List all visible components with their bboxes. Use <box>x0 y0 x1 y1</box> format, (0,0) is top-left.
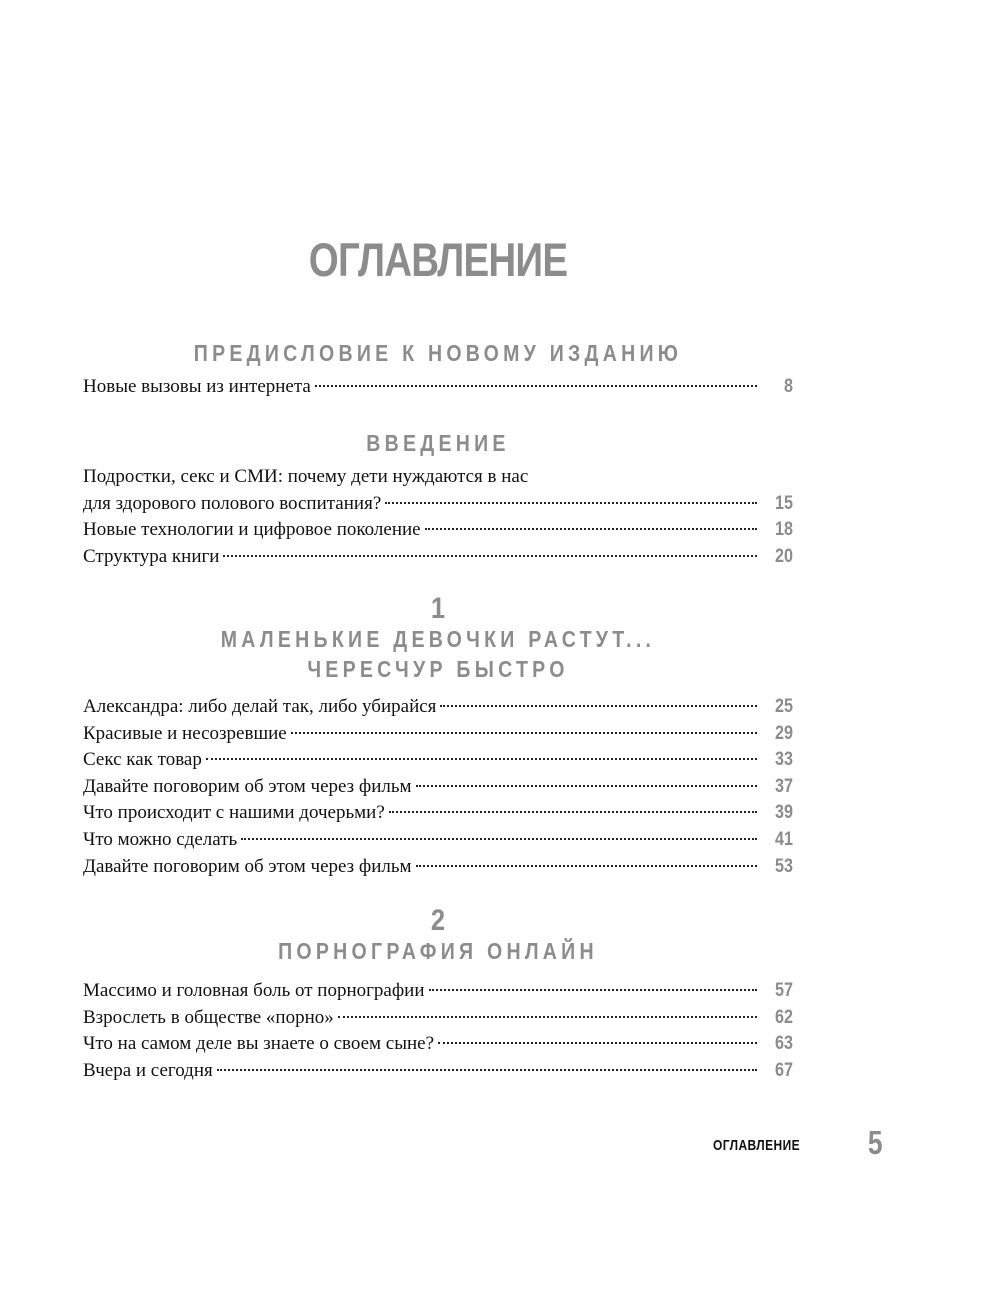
chapter-title: ПОРНОГРАФИЯ ОНЛАЙН <box>278 938 598 964</box>
entry-page: 62 <box>775 1006 793 1028</box>
toc-entry[interactable] <box>83 747 793 774</box>
entry-title: Александра: либо делай так, либо убирайся <box>83 696 437 717</box>
section-chapter-1 <box>83 594 793 880</box>
dot-leader <box>385 502 757 504</box>
entry-page: 37 <box>775 775 793 797</box>
entry-title: Структура книги <box>83 545 220 567</box>
dot-leader <box>223 555 757 557</box>
dot-leader <box>416 865 757 867</box>
page-number: 5 <box>867 1124 883 1161</box>
dot-leader <box>440 705 757 707</box>
entry-title: Взрослеть в обществе «порно» <box>83 1006 334 1028</box>
toc-entry[interactable] <box>83 774 793 801</box>
chapter-number: 2 <box>430 904 446 937</box>
entry-title: Новые технологии и цифровое поколение <box>83 519 421 541</box>
toc-entry[interactable] <box>83 800 793 827</box>
toc-entry[interactable] <box>83 1058 793 1085</box>
dot-leader <box>291 732 757 734</box>
entry-page: 8 <box>784 376 793 397</box>
dot-leader <box>315 385 757 387</box>
dot-leader <box>389 811 757 813</box>
section-intro <box>83 428 793 570</box>
chapter-title-line1: МАЛЕНЬКИЕ ДЕВОЧКИ РАСТУТ... <box>220 626 656 652</box>
running-footer-label: ОГЛАВЛЕНИЕ <box>713 1137 801 1154</box>
toc-page <box>83 0 793 1299</box>
entry-page: 41 <box>775 828 793 850</box>
toc-entry[interactable] <box>83 978 793 1005</box>
dot-leader <box>241 838 757 840</box>
entry-page: 57 <box>775 980 793 1001</box>
section-title: ПРЕДИСЛОВИЕ К НОВОМУ ИЗДАНИЮ <box>193 340 683 366</box>
entry-title: Вчера и сегодня <box>83 1059 213 1081</box>
dot-leader <box>416 785 757 787</box>
entry-title: Новые вызовы из интернета <box>83 376 311 397</box>
entry-page: 29 <box>775 722 793 744</box>
entry-page: 39 <box>775 802 793 824</box>
entry-title: Что на самом деле вы знаете о своем сыне? <box>83 1033 435 1055</box>
toc-entry[interactable] <box>83 694 793 721</box>
toc-entry[interactable] <box>83 1005 793 1032</box>
dot-leader <box>217 1069 757 1071</box>
toc-entry[interactable] <box>83 464 793 517</box>
entry-page: 20 <box>775 545 793 567</box>
dot-leader <box>206 758 757 760</box>
chapter-title-line2: ЧЕРЕСЧУР БЫСТРО <box>307 656 569 682</box>
entry-page: 53 <box>775 855 793 877</box>
section-preface <box>83 338 793 401</box>
dot-leader <box>438 1042 757 1044</box>
section-chapter-2 <box>83 906 793 1084</box>
toc-entry[interactable] <box>83 721 793 748</box>
entry-page: 33 <box>775 749 793 771</box>
entry-title: Что происходит с нашими дочерьми? <box>83 802 385 824</box>
toc-entry[interactable] <box>83 1031 793 1058</box>
toc-entry[interactable] <box>83 544 793 571</box>
entry-title: Давайте поговорим об этом через фильм <box>83 775 412 797</box>
entry-title: Массимо и головная боль от порнографии <box>83 980 425 1001</box>
entry-title: Секс как товар <box>83 749 202 771</box>
entry-page: 18 <box>775 519 793 541</box>
entry-title: Красивые и несозревшие <box>83 722 287 744</box>
entry-page: 63 <box>775 1033 793 1055</box>
dot-leader <box>429 989 758 991</box>
dot-leader <box>338 1016 757 1018</box>
section-title: ВВЕДЕНИЕ <box>366 430 510 456</box>
toc-entry[interactable] <box>83 374 793 401</box>
toc-entry[interactable] <box>83 517 793 544</box>
entry-page: 15 <box>775 492 793 514</box>
dot-leader <box>425 528 757 530</box>
entry-page: 67 <box>775 1059 793 1081</box>
entry-page: 25 <box>775 696 793 717</box>
entry-title: Давайте поговорим об этом через фильм <box>83 855 412 877</box>
chapter-number: 1 <box>430 592 446 625</box>
entry-title: Что можно сделать <box>83 828 238 850</box>
entry-title-line2: для здорового полового воспитания? <box>83 492 382 514</box>
entry-title-line1: Подростки, секс и СМИ: почему дети нуждаются в нас <box>83 466 529 487</box>
toc-entry[interactable] <box>83 854 793 881</box>
toc-entry[interactable] <box>83 827 793 854</box>
page-title: ОГЛАВЛЕНИЕ <box>308 233 568 286</box>
